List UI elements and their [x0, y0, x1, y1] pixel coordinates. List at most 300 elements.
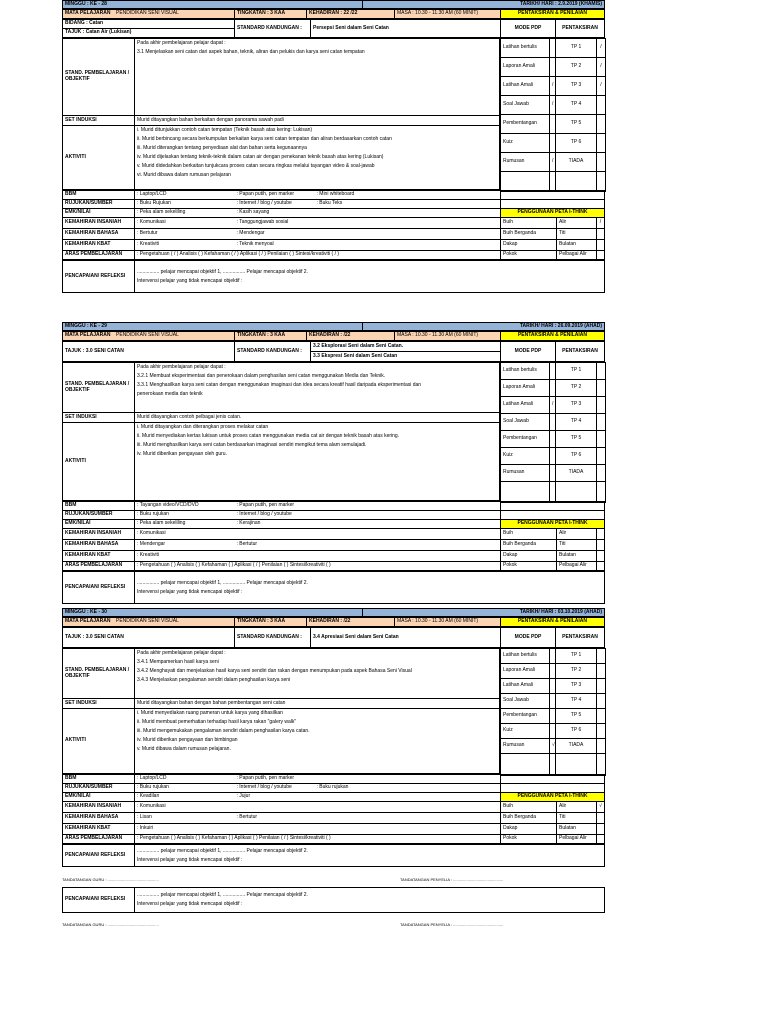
objective-line: 3.2.1 Membuat eksperimentasi dan penerokaan dalam penghasilan seni catan menggunakan Media dan Teknik. — [137, 373, 386, 379]
reference-2: : Internet / blog / youtube — [235, 784, 315, 793]
ithink-map: Bulatan — [557, 551, 597, 562]
reference-label: RUJUKAN/SUMBER — [63, 511, 135, 520]
tp-tick — [597, 465, 606, 482]
reflection-line: Intervensi pelajar yang tidak mencapai objektif : — [137, 588, 243, 595]
tp-level: TP 1 — [556, 39, 597, 58]
ithink-tick — [597, 251, 605, 260]
ithink-map: Dakap — [501, 240, 557, 251]
subject-cell — [63, 10, 235, 19]
tp-tick — [597, 709, 606, 724]
tp-tick: / — [597, 77, 606, 96]
soft-skills-label: KEMAHIRAN INSANIAH — [63, 529, 135, 540]
tp-tick — [597, 153, 606, 172]
objectives — [135, 363, 500, 413]
topic-2: 3.3 Ekspresi Seni dalam Seni Catan — [311, 352, 501, 362]
tp-tick — [597, 482, 606, 503]
date-day: TARIKH/ HARI : 26.09.2019 (AHAD) — [363, 323, 605, 331]
mode-item: Rumusan — [501, 465, 550, 482]
ithink-map: Buih — [501, 529, 557, 540]
activity-line: iii. Murid diterangkan tentang penyediaan alat dan bahan serta kegunaannya — [137, 145, 307, 151]
subject-cell — [63, 332, 235, 341]
tp-level: TIADA — [556, 465, 597, 482]
ithink-map: Alir — [557, 529, 597, 540]
assessment-col-header: PENTAKSIRAN — [556, 628, 605, 648]
hots-skills-label: KEMAHIRAN KBAT — [63, 240, 135, 251]
date-day: TARIKH/ HARI : 03.10.2019 (AHAD) — [363, 609, 605, 617]
ithink-map: Buih Berganda — [501, 229, 557, 240]
tp-level: TP 1 — [556, 649, 597, 664]
ithink-tick — [597, 551, 605, 562]
objectives — [135, 649, 500, 699]
objective-line — [137, 84, 497, 93]
tp-tick: / — [597, 39, 606, 58]
tp-tick — [597, 754, 606, 776]
mode-item: Laporan Amali — [501, 380, 550, 397]
ithink-map: Pelbagai Alir — [557, 562, 597, 571]
time: MASA : 10.30 - 11.30 AM (60 MINIT) — [395, 332, 501, 341]
assessment-col-header: PENTAKSIRAN — [556, 20, 605, 38]
tp-level: TP 1 — [556, 363, 597, 380]
reflection-line: ................ pelajar mencapai objektif 1, ................ Pelajar mencapai objektif 2. — [137, 579, 308, 586]
tp-tick — [597, 96, 606, 115]
tp-level: TP 2 — [556, 58, 597, 77]
tp-level: TP 3 — [556, 679, 597, 694]
tp-tick — [597, 679, 606, 694]
induction-text: Murid ditayangkan bahan dengan bahan pembentangan seni catan — [135, 699, 500, 709]
extra-reflection-line: Intervensi pelajar yang tidak mencapai objektif : — [137, 901, 243, 907]
subject-cell — [63, 618, 235, 627]
mode-item: Rumusan — [501, 153, 550, 172]
tp-tick — [597, 414, 606, 431]
subject-name: PENDIDIKAN SENI VISUAL — [116, 618, 179, 625]
week-block — [62, 0, 605, 293]
tp-level: TP 6 — [556, 448, 597, 465]
tp-level: TP 5 — [556, 431, 597, 448]
soft-skills-1: : Komunikasi — [135, 802, 235, 813]
hots-skills-label: KEMAHIRAN KBAT — [63, 551, 135, 562]
hots-skills-2 — [235, 824, 501, 835]
mode-item: Soal Jawab — [501, 96, 550, 115]
ithink-map: Titi — [557, 229, 597, 240]
activity-line: ii. Murid berbincang secara berkumpulan berkaitan karya seni catan tempatan dan aliran berdasarkan contoh catan — [137, 136, 392, 142]
level: TINGKATAN : 3 KAA — [235, 332, 307, 341]
tp-level: TP 6 — [556, 724, 597, 739]
topic: 3.4 Apresiasi Seni dalam Seni Catan — [311, 628, 501, 648]
reflection-line: Intervensi pelajar yang tidak mencapai objektif : — [137, 856, 243, 863]
activity-line: ii. Murid menyediakan kertas lukisan untuk proses catan menggunakan media cat air dengan teknik basah atas kering. — [137, 433, 400, 439]
ithink-tick — [597, 824, 605, 835]
objective-line: 3.3.1 Menghasilkan karya seni catan dengan menggunakan imaginasi dan idea secara kreatif hasil daripada eksperimentasi dan — [137, 382, 422, 388]
standard-label: STAND. PEMBELAJARAN / OBJEKTIF — [63, 649, 135, 699]
emk-label: EMK/NILAI — [63, 793, 135, 802]
bbm-label: BBM — [63, 191, 135, 200]
induction-text: Murid ditayangkan bahan berkaitan dengan panorama sawah padi — [135, 116, 500, 126]
learning-level-label: ARAS PEMBELAJARAN — [63, 562, 135, 571]
extra-reflection-line: ................ pelajar mencapai objektif 1, ................ Pelajar mencapai objektif 2. — [137, 892, 308, 898]
subject-name: PENDIDIKAN SENI VISUAL — [116, 332, 179, 339]
mode-mark: / — [550, 77, 556, 96]
mode-mark: / — [550, 397, 556, 414]
ithink-header: PENGGUNAAN PETA I-THINK — [501, 793, 605, 802]
reference-3 — [315, 511, 501, 520]
mode-item: Pembentangan — [501, 431, 550, 448]
soft-skills-label: KEMAHIRAN INSANIAH — [63, 218, 135, 229]
tp-level — [556, 482, 597, 503]
tp-level: TP 2 — [556, 664, 597, 679]
mode-item: Latihan Amali — [501, 397, 550, 414]
activity-line: i. Murid ditunjukkan contoh catan tempatan (Teknik basah atas kering: Lukisan) — [137, 127, 313, 133]
language-skills-label: KEMAHIRAN BAHASA — [63, 540, 135, 551]
ithink-blank — [501, 200, 605, 209]
mode-item: Rumusan — [501, 739, 550, 754]
extra-reflection-label: PENCAPAIAN/ REFLEKSI — [63, 888, 135, 913]
language-skills-label: KEMAHIRAN BAHASA — [63, 813, 135, 824]
activities — [135, 423, 500, 501]
bbm-2: : Papan putih, pen marker — [235, 502, 315, 511]
objective-line — [137, 399, 497, 408]
reflection-line: Intervensi pelajar yang tidak mencapai objektif : — [137, 277, 243, 284]
reference-3: : Buku rujukan — [315, 784, 501, 793]
objectives — [135, 39, 500, 116]
induction-label: SET INDUKSI — [63, 413, 135, 423]
ithink-tick — [597, 813, 605, 824]
ithink-map: Pokok — [501, 562, 557, 571]
reference-label: RUJUKAN/SUMBER — [63, 200, 135, 209]
tp-tick — [597, 380, 606, 397]
learning-levels: : Pengetahuan ( ) Analisis ( ) Kefahaman ( ) Aplikasi ( / ) Penilaian ( ) Sintesi/kreativiti ( ) — [135, 562, 501, 571]
mode-item: Soal Jawab — [501, 414, 550, 431]
time: MASA : 10.30 - 11.30 AM (60 MINIT) — [395, 618, 501, 627]
soft-skills-1: : Komunikasi — [135, 218, 235, 229]
mode-mark: / — [550, 153, 556, 172]
week-number: MINGGU : KE - 28 — [63, 1, 363, 9]
bbm-label: BBM — [63, 502, 135, 511]
ithink-blank — [501, 784, 605, 793]
mode-header: MODE PDP — [501, 628, 556, 648]
objective-line: 3.1 Menjelaskan seni catan dari aspek bahan, teknik, aliran dan pelukis dan karya seni catan tempatan — [137, 49, 365, 55]
subject-name: PENDIDIKAN SENI VISUAL — [116, 10, 179, 17]
ithink-map: Buih Berganda — [501, 540, 557, 551]
language-skills-1: : Lisan — [135, 813, 235, 824]
title: TAJUK : 3.0 SENI CATAN — [63, 628, 235, 648]
tp-level: TP 3 — [556, 77, 597, 96]
learning-levels: : Pengetahuan ( ) Analisis ( ) Kefahaman ( ) Aplikasi ( ) Penilaian ( / ) Sintesi/kreativiti ( ) — [135, 835, 501, 844]
learning-level-label: ARAS PEMBELAJARAN — [63, 251, 135, 260]
tp-tick — [597, 739, 606, 754]
learning-level-label: ARAS PEMBELAJARAN — [63, 835, 135, 844]
mode-item: Latihan bertulis — [501, 649, 550, 664]
tp-tick — [597, 694, 606, 709]
hots-skills-2: : Teknik menyoal — [235, 240, 501, 251]
assessment-header: PENTAKSIRAN & PENILAIAN — [501, 618, 605, 627]
title: TAJUK : Catan Air (Lukisan) — [63, 29, 235, 38]
activity-line: vi. Murid dibawa dalam rumusan pelajaran — [137, 172, 231, 178]
language-skills-1: : Mendengar — [135, 540, 235, 551]
objective-line: Pada akhir pembelajaran pelajar dapat : — [137, 40, 226, 46]
topic: Persepsi Seni dalam Seni Catan — [311, 20, 501, 38]
ithink-map: Alir — [557, 802, 597, 813]
reflection-label: PENCAPAIAN/ REFLEKSI — [63, 572, 135, 604]
tp-tick: / — [597, 58, 606, 77]
soft-skills-label: KEMAHIRAN INSANIAH — [63, 802, 135, 813]
objective-line — [137, 102, 497, 111]
reflection-label: PENCAPAIAN/ REFLEKSI — [63, 845, 135, 867]
objective-line: Pada akhir pembelajaran pelajar dapat : — [137, 364, 226, 370]
mode-item: Laporan Amali — [501, 664, 550, 679]
activity-label: AKTIVITI — [63, 709, 135, 774]
emk-1: : Peka alam sekeliling — [135, 520, 235, 529]
objective-line — [137, 66, 497, 75]
language-skills-2: : Bertutur — [235, 540, 501, 551]
objective-line: 3.4.2 Menghayati dan menjelaskan hasil karya seni sendiri dan rakan dengan menumpukan pada aspek Bahasa Seni Visual — [137, 668, 412, 674]
activity-line: ii. Murid membuat pemerhatian terhadap hasil karya rakan "galery walk" — [137, 719, 297, 725]
week-number: MINGGU : KE - 30 — [63, 609, 363, 617]
mode-item: Kuiz — [501, 724, 550, 739]
mode-item: Laporan Amali — [501, 58, 550, 77]
emk-2: : Jujur — [235, 793, 501, 802]
reference-2: : Internet / blog / youtube — [235, 200, 315, 209]
objective-line — [137, 57, 497, 66]
extra-reflection-block — [62, 887, 605, 913]
activity-label: AKTIVITI — [63, 126, 135, 190]
reference-3: : Buku Teks — [315, 200, 501, 209]
reflection-text — [135, 572, 605, 604]
soft-skills-2 — [235, 529, 501, 540]
tp-tick — [597, 397, 606, 414]
supervisor-signature-2: TANDATANGAN PENYELIA : ............................................. — [400, 922, 504, 927]
attendance: KEHADIRAN : /22 — [307, 618, 395, 627]
activity-line: i. Murid menyediakan ruang pameran untuk karya yang dihasilkan — [137, 710, 283, 716]
supervisor-signature-1: TANDATANGAN PENYELIA : ............................................. — [400, 877, 504, 882]
language-skills-1: : Bertutur — [135, 229, 235, 240]
reference-1: : Buku rujukan — [135, 511, 235, 520]
emk-1: : Keadilan — [135, 793, 235, 802]
tp-level: TP 4 — [556, 414, 597, 431]
mode-mark: / — [550, 96, 556, 115]
attendance: KEHADIRAN : /22 — [307, 332, 395, 341]
standard-label: STAND. PEMBELAJARAN / OBJEKTIF — [63, 363, 135, 413]
ithink-map: Titi — [557, 813, 597, 824]
assessment-header: PENTAKSIRAN & PENILAIAN — [501, 10, 605, 19]
objective-line: Pada akhir pembelajaran pelajar dapat : — [137, 650, 226, 656]
activity-line: iv. Murid diberikan pengayaan dan bimbingan — [137, 737, 238, 743]
hots-skills-1: : Inkuiri — [135, 824, 235, 835]
soft-skills-2 — [235, 802, 501, 813]
objective-line — [137, 93, 497, 102]
mode-header: MODE PDP — [501, 20, 556, 38]
induction-label: SET INDUKSI — [63, 116, 135, 126]
activities — [135, 709, 500, 774]
extra-reflection-text — [135, 888, 605, 913]
language-skills-2: : Mendengar — [235, 229, 501, 240]
emk-2: : Kerajinan — [235, 520, 501, 529]
mode-item: Latihan Amali — [501, 77, 550, 96]
tp-tick — [597, 134, 606, 153]
mode-item: Pembentangan — [501, 709, 550, 724]
tp-level: TIADA — [556, 739, 597, 754]
hots-skills-2 — [235, 551, 501, 562]
tp-level — [556, 172, 597, 192]
date-day: TARIKH/ HARI : 2.9.2019 (KHAMIS) — [363, 1, 605, 9]
bbm-1: : Tayangan video/VCD/DVD — [135, 502, 235, 511]
activity-line: iv. Murid diberikan pengayaan oleh guru. — [137, 451, 227, 457]
bbm-3 — [315, 502, 501, 511]
topic: 3.2 Eksplorasi Seni dalam Seni Catan. — [311, 342, 501, 352]
induction-label: SET INDUKSI — [63, 699, 135, 709]
ithink-header: PENGGUNAAN PETA I-THINK — [501, 209, 605, 218]
content-standard-label: STANDARD KANDUNGAN : — [235, 342, 311, 362]
reference-1: : Buku rujukan — [135, 784, 235, 793]
content-standard-label: STANDARD KANDUNGAN : — [235, 628, 311, 648]
mode-item: Latihan Amali — [501, 679, 550, 694]
activity-line: i. Murid ditayangkan dan diterangkan proses melakar catan — [137, 424, 269, 430]
mode-header: MODE PDP — [501, 342, 556, 362]
language-skills-2: : Bertutur — [235, 813, 501, 824]
tp-tick — [597, 431, 606, 448]
reflection-line: ................ pelajar mencapai objektif 1, ................ Pelajar mencapai objektif 2. — [137, 268, 308, 275]
reference-label: RUJUKAN/SUMBER — [63, 784, 135, 793]
tp-tick — [597, 724, 606, 739]
induction-text: Murid ditayangkan contoh pelbagai jenis catan. — [135, 413, 500, 423]
subject-label: MATA PELAJARAN — [65, 332, 111, 339]
tp-level: TP 6 — [556, 134, 597, 153]
time: MASA : 10.30 - 11.30 AM (60 MINIT) — [395, 10, 501, 19]
emk-2: : Kasih sayang — [235, 209, 501, 218]
level: TINGKATAN : 3 KAA — [235, 618, 307, 627]
bbm-2: : Papan putih, pen marker — [235, 775, 315, 784]
tp-tick — [597, 664, 606, 679]
tp-level: TP 2 — [556, 380, 597, 397]
tp-tick — [597, 172, 606, 192]
ithink-map: Bulatan — [557, 824, 597, 835]
tp-level: TIADA — [556, 153, 597, 172]
tp-level: TP 5 — [556, 115, 597, 134]
ithink-map: Buih — [501, 218, 557, 229]
activities — [135, 126, 500, 190]
ithink-map: Titi — [557, 540, 597, 551]
emk-label: EMK/NILAI — [63, 520, 135, 529]
tp-level — [556, 754, 597, 776]
standard-label: STAND. PEMBELAJARAN / OBJEKTIF — [63, 39, 135, 116]
week-number: MINGGU : KE - 29 — [63, 323, 363, 331]
ithink-map: Pelbagai Alir — [557, 251, 597, 260]
ithink-tick — [597, 562, 605, 571]
ithink-map: Dakap — [501, 824, 557, 835]
activity-line: iii. Murid mengemukakan pengalaman sendiri dalam penghasilan karya catan. — [137, 728, 310, 734]
mode-item: Pembentangan — [501, 115, 550, 134]
assessment-col-header: PENTAKSIRAN — [556, 342, 605, 362]
bbm-3: : Mini whiteboard — [315, 191, 501, 200]
soft-skills-2: : Tanggungjawab sosial — [235, 218, 501, 229]
ithink-header: PENGGUNAAN PETA I-THINK — [501, 520, 605, 529]
objective-line: 3.4.3 Menjelaskan pengalaman sendiri dalam penghasilan karya seni — [137, 677, 291, 683]
ithink-map: Bulatan — [557, 240, 597, 251]
ithink-map: Buih — [501, 802, 557, 813]
ithink-map: Buih Berganda — [501, 813, 557, 824]
mode-item: Kuiz — [501, 134, 550, 153]
objective-line: 3.4.1 Mempamerkan hasil karya seni — [137, 659, 219, 665]
mode-item — [501, 482, 550, 503]
activity-line: iii. Murid menghasilkan karya seni catan berdasarkan imaginasi sendiri mengikut tema alam semulajadi. — [137, 442, 367, 448]
tp-level: TP 5 — [556, 709, 597, 724]
week-block — [62, 322, 605, 604]
ithink-tick — [597, 529, 605, 540]
ithink-tick — [597, 835, 605, 844]
field: BIDANG : Catan — [63, 20, 235, 29]
soft-skills-1: : Komunikasi — [135, 529, 235, 540]
ithink-tick: √ — [597, 802, 605, 813]
mode-item: Latihan bertulis — [501, 39, 550, 58]
objective-line: penerokaan media dan teknik — [137, 391, 203, 397]
ithink-map: Pokok — [501, 835, 557, 844]
teacher-signature-1: TANDATANGAN GURU : .............................................. — [62, 877, 159, 882]
attendance: KEHADIRAN : 22 /22 — [307, 10, 395, 19]
language-skills-label: KEMAHIRAN BAHASA — [63, 229, 135, 240]
mode-mark: √ — [550, 739, 556, 754]
mode-item: Soal Jawab — [501, 694, 550, 709]
reflection-label: PENCAPAIAN/ REFLEKSI — [63, 261, 135, 293]
ithink-blank — [501, 511, 605, 520]
activity-line: iv. Murid dijelaskan tentang teknik-teknik dalam catan air dengan penekanan teknik basah atas kering (Lukisan) — [137, 154, 384, 160]
mode-item — [501, 172, 550, 192]
bbm-1: : Laptop/LCD — [135, 191, 235, 200]
activity-line: v. Murid didedahkan berkaitan tunjukcara proses catan secara ringkas melalui tayangan video & soal-jawab — [137, 163, 375, 169]
activity-line: v. Murid dibawa dalam rumusan pelajaran. — [137, 746, 231, 752]
ithink-map: Alir — [557, 218, 597, 229]
bbm-1: : Laptop/LCD — [135, 775, 235, 784]
ithink-tick — [597, 540, 605, 551]
tp-tick — [597, 649, 606, 664]
hots-skills-1: : Kreativiti — [135, 240, 235, 251]
ithink-tick — [597, 229, 605, 240]
tp-level: TP 3 — [556, 397, 597, 414]
bbm-label: BBM — [63, 775, 135, 784]
learning-levels: : Pengetahuan ( / ) Analisis ( ) Kefahaman ( / ) Aplikasi ( / ) Penilaian ( ) Sintesi/kreativiti ( / ) — [135, 251, 501, 260]
objective-line — [137, 75, 497, 84]
assessment-header: PENTAKSIRAN & PENILAIAN — [501, 332, 605, 341]
reflection-text — [135, 845, 605, 867]
emk-1: : Peka alam sekeliling — [135, 209, 235, 218]
title: TAJUK : 3.0 SENI CATAN — [63, 342, 235, 362]
week-block — [62, 608, 605, 867]
tp-level: TP 4 — [556, 694, 597, 709]
reflection-line: ................ pelajar mencapai objektif 1, ................ Pelajar mencapai objektif 2. — [137, 847, 308, 854]
ithink-map: Pelbagai Alir — [557, 835, 597, 844]
mode-item — [501, 754, 550, 776]
emk-label: EMK/NILAI — [63, 209, 135, 218]
ithink-map: Dakap — [501, 551, 557, 562]
reference-2: : Internet / blog / youtube — [235, 511, 315, 520]
hots-skills-1: : Kreativiti — [135, 551, 235, 562]
bbm-2: : Papan putih, pen marker — [235, 191, 315, 200]
bbm-3 — [315, 775, 501, 784]
tp-tick — [597, 115, 606, 134]
mode-item: Kuiz — [501, 448, 550, 465]
level: TINGKATAN : 3 KAA — [235, 10, 307, 19]
subject-label: MATA PELAJARAN — [65, 618, 111, 625]
activity-label: AKTIVITI — [63, 423, 135, 501]
subject-label: MATA PELAJARAN — [65, 10, 111, 17]
tp-tick — [597, 448, 606, 465]
reflection-text — [135, 261, 605, 293]
tp-level: TP 4 — [556, 96, 597, 115]
ithink-tick: / — [597, 218, 605, 229]
content-standard-label: STANDARD KANDUNGAN : — [235, 20, 311, 38]
mode-item: Latihan bertulis — [501, 363, 550, 380]
tp-tick — [597, 363, 606, 380]
reference-1: : Buku Rujukan — [135, 200, 235, 209]
teacher-signature-2: TANDATANGAN GURU : .............................................. — [62, 922, 159, 927]
